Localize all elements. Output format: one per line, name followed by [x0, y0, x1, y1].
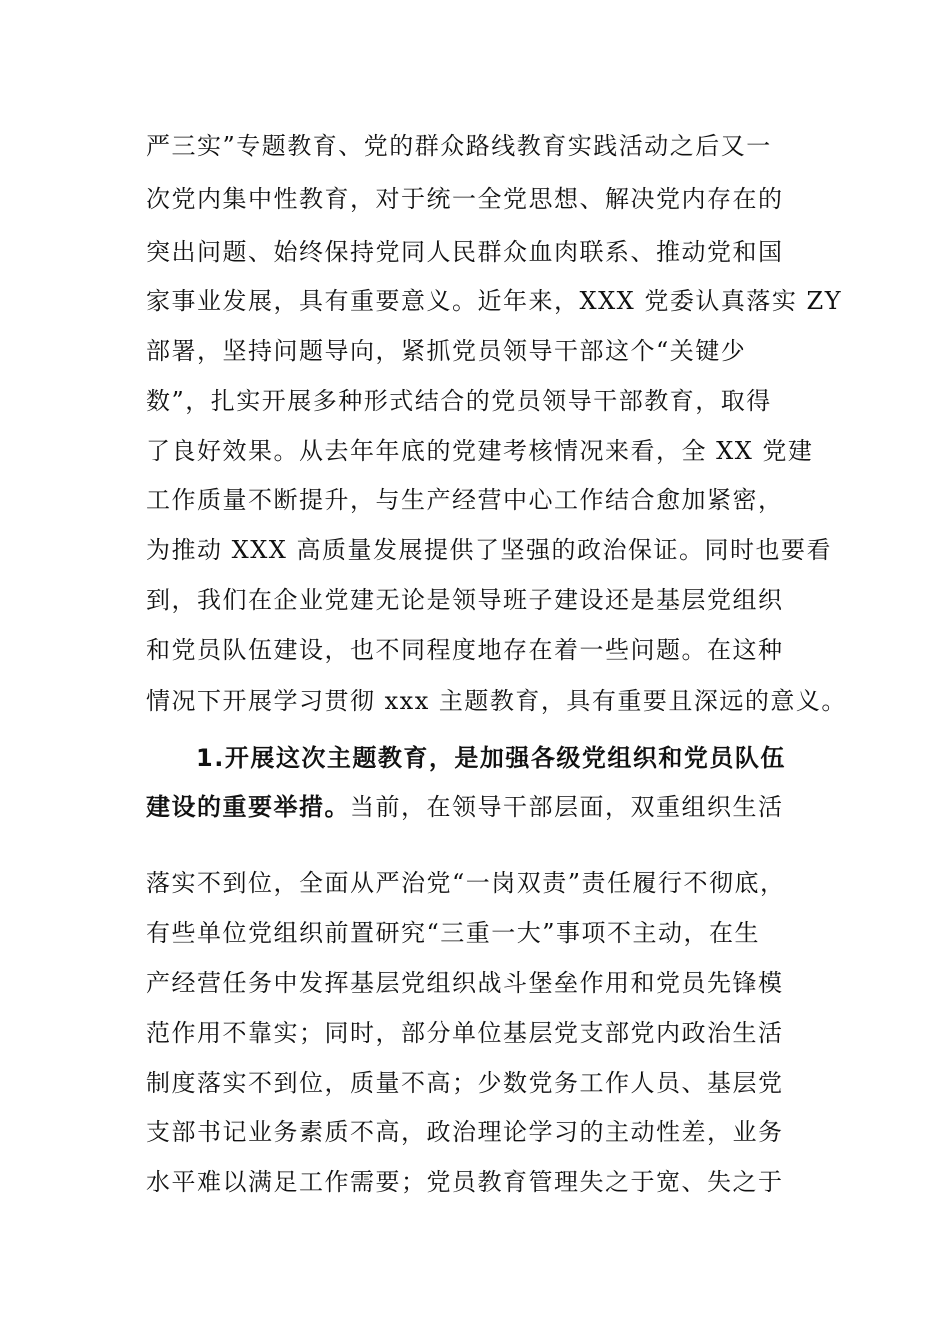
text-line: 突出问题、始终保持党同人民群众血肉联系、推动党和国	[146, 238, 784, 266]
text-line: 落实不到位，全面从严治党“一岗双责”责任履行不彻底，	[146, 869, 786, 897]
text-line: 产经营任务中发挥基层党组织战斗堡垒作用和党员先锋模	[146, 969, 784, 997]
text-line: 支部书记业务素质不高，政治理论学习的主动性差，业务	[146, 1118, 784, 1146]
text-run: 当前，在领导干部层面，双重组织生活	[350, 793, 784, 821]
text-line: 次党内集中性教育，对于统一全党思想、解决党内存在的	[146, 185, 784, 213]
text-line: 到，我们在企业党建无论是领导班子建设还是基层党组织	[146, 586, 784, 614]
section-heading-end: 建设的重要举措。	[146, 793, 350, 821]
text-line: 范作用不靠实；同时，部分单位基层党支部党内政治生活	[146, 1019, 784, 1047]
text-line: 制度落实不到位，质量不高；少数党务工作人员、基层党	[146, 1069, 784, 1097]
text-line: 工作质量不断提升，与生产经营中心工作结合愈加紧密，	[146, 486, 784, 514]
text-line: 为推动 XXX 高质量发展提供了坚强的政治保证。同时也要看	[146, 536, 833, 564]
section-heading: 1.开展这次主题教育，是加强各级党组织和党员队伍	[196, 744, 786, 772]
text-line: 了良好效果。从去年年底的党建考核情况来看，全 XX 党建	[146, 437, 814, 465]
text-line: 和党员队伍建设，也不同程度地存在着一些问题。在这种	[146, 636, 784, 664]
text-line: 家事业发展，具有重要意义。近年来，XXX 党委认真落实 ZY	[146, 287, 843, 315]
text-line: 有些单位党组织前置研究“三重一大”事项不主动，在生	[146, 919, 761, 947]
text-line: 部署，坚持问题导向，紧抓党员领导干部这个“关键少	[146, 337, 747, 365]
text-line: 数”，扎实开展多种形式结合的党员领导干部教育，取得	[146, 387, 772, 415]
text-line: 情况下开展学习贯彻 xxx 主题教育，具有重要且深远的意义。	[146, 687, 847, 715]
text-line: 水平难以满足工作需要；党员教育管理失之于宽、失之于	[146, 1168, 784, 1196]
text-line: 严三实”专题教育、党的群众路线教育实践活动之后又一	[146, 132, 772, 160]
text-line	[146, 792, 784, 822]
